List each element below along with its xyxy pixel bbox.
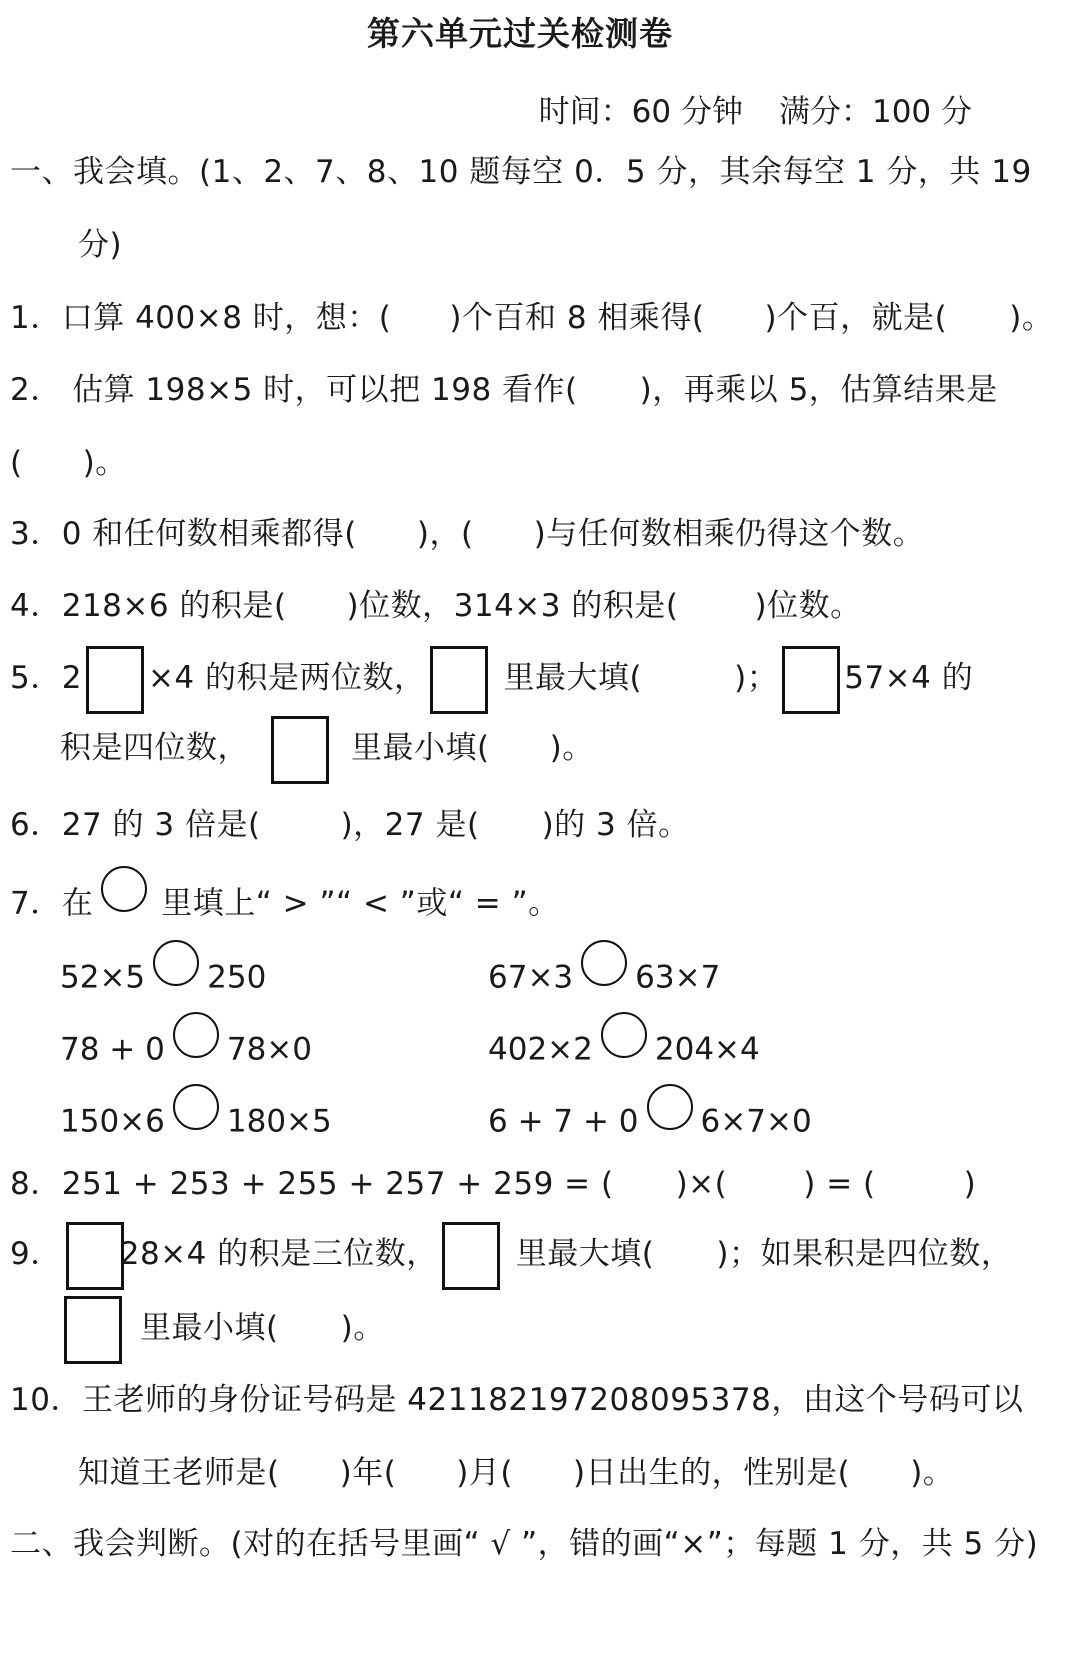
question-9-cont: 里最小填( )。 bbox=[60, 1292, 385, 1364]
compare-circle[interactable] bbox=[173, 1012, 219, 1058]
section1-heading: 一、我会填。(1、2、7、8、10 题每空 0．5 分，其余每空 1 分，共 19 bbox=[10, 154, 1032, 190]
question-3: 3．0 和任何数相乘都得( )，( )与任何数相乘仍得这个数。 bbox=[10, 516, 925, 552]
question-5-cont: 积是四位数， 里最小填( )。 bbox=[60, 712, 594, 784]
digit-box[interactable] bbox=[271, 716, 329, 784]
digit-box[interactable] bbox=[64, 1296, 122, 1364]
compare-item: 67×3 63×7 bbox=[488, 956, 720, 1002]
question-1: 1．口算 400×8 时，想：( )个百和 8 相乘得( )个百，就是( )。 bbox=[10, 300, 1054, 336]
compare-circle[interactable] bbox=[101, 866, 147, 912]
compare-circle[interactable] bbox=[173, 1084, 219, 1130]
digit-box[interactable] bbox=[66, 1222, 124, 1290]
question-2: 2． 估算 198×5 时，可以把 198 看作( )，再乘以 5，估算结果是 bbox=[10, 372, 998, 408]
exam-meta bbox=[539, 86, 972, 131]
question-10: 10．王老师的身份证号码是 421182197208095378，由这个号码可以 bbox=[10, 1382, 1024, 1418]
time-limit: 时间：60 分钟 bbox=[538, 94, 743, 130]
compare-circle[interactable] bbox=[581, 940, 627, 986]
digit-box[interactable] bbox=[430, 646, 488, 714]
compare-item: 78 + 0 78×0 bbox=[60, 1028, 312, 1074]
compare-circle[interactable] bbox=[647, 1084, 693, 1130]
page-title: 第六单元过关检测卷 bbox=[367, 14, 673, 53]
question-2-cont: ( )。 bbox=[10, 445, 127, 481]
digit-box[interactable] bbox=[442, 1222, 500, 1290]
question-5: 5．2 ×4 的积是两位数， 里最大填( )； 57×4 的 bbox=[10, 642, 973, 714]
compare-item: 52×5 250 bbox=[60, 956, 266, 1002]
question-8: 8．251 + 253 + 255 + 257 + 259 = ( )×( ) = ( ) bbox=[10, 1166, 977, 1202]
section2-heading: 二、我会判断。(对的在括号里画“ √ ”，错的画“×”；每题 1 分，共 5 分) bbox=[10, 1526, 1039, 1562]
question-10-cont: 知道王老师是( )年( )月( )日出生的，性别是( )。 bbox=[78, 1455, 955, 1491]
question-4: 4．218×6 的积是( )位数，314×3 的积是( )位数。 bbox=[10, 588, 862, 624]
full-score: 满分：100 分 bbox=[778, 94, 972, 130]
question-9: 9． 28×4 的积是三位数， 里最大填( )；如果积是四位数， bbox=[10, 1218, 1012, 1290]
compare-item: 150×6 180×5 bbox=[60, 1100, 332, 1146]
question-7: 7．在 里填上“ > ”“ < ”或“ = ”。 bbox=[10, 882, 560, 928]
compare-circle[interactable] bbox=[601, 1012, 647, 1058]
digit-box[interactable] bbox=[782, 646, 840, 714]
compare-circle[interactable] bbox=[153, 940, 199, 986]
section1-heading-cont: 分) bbox=[78, 227, 123, 263]
digit-box[interactable] bbox=[86, 646, 144, 714]
compare-item: 6 + 7 + 0 6×7×0 bbox=[488, 1100, 812, 1146]
compare-item: 402×2 204×4 bbox=[488, 1028, 760, 1074]
question-6: 6．27 的 3 倍是( )，27 是( )的 3 倍。 bbox=[10, 807, 690, 843]
